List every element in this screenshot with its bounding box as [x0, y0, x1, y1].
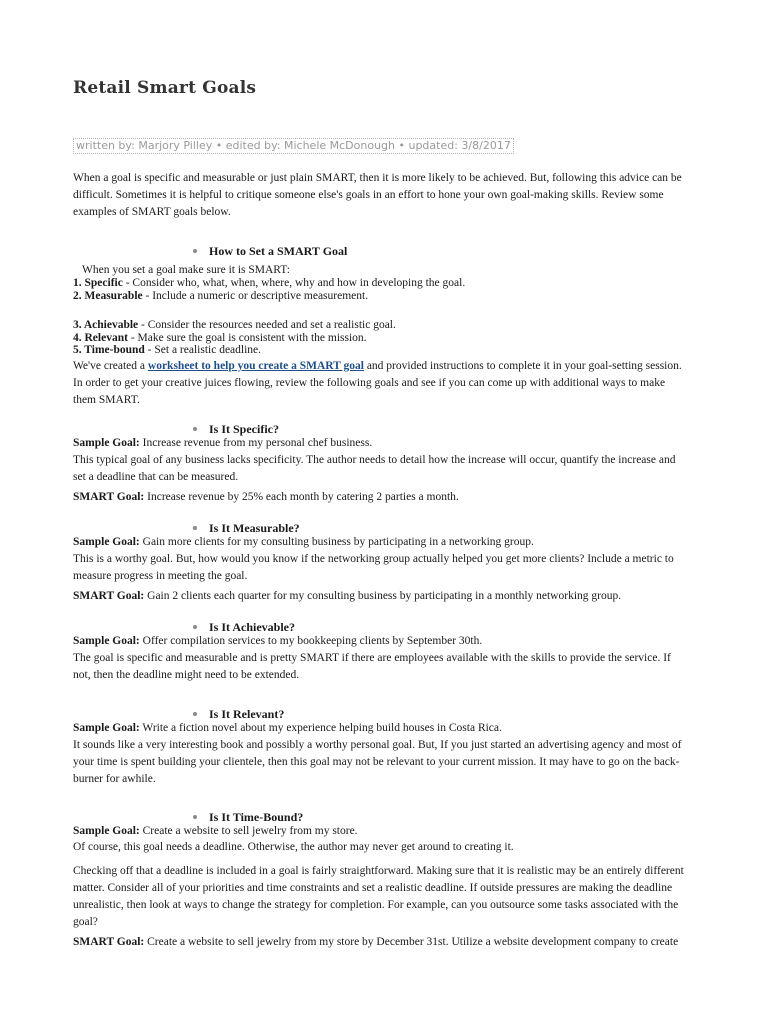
sample-goal	[73, 720, 685, 737]
smart-goal-text: Increase revenue by 25% each month by catering 2 parties a month.	[144, 491, 459, 503]
smart-item-term: 1. Specific	[73, 277, 123, 289]
sample-goal	[73, 823, 685, 840]
worksheet-text: and provided instructions to complete it in your goal-setting session. In order to get your creative juices flowing, review the following goals and see if you can come up with additional ways to make them SMART.	[73, 360, 682, 406]
bullet-icon	[193, 427, 197, 431]
sample-goal	[73, 633, 685, 650]
byline: written by: Marjory Pilley • edited by: Michele McDonough • updated: 3/8/2017	[73, 138, 514, 154]
worksheet-paragraph	[73, 358, 685, 409]
goal-comment: This is a worthy goal. But, how would you know if the networking group actually helped you get more clients? Include a metric to measure progress in meeting the goal.	[73, 553, 674, 582]
smart-item-desc: - Consider the resources needed and set a realistic goal.	[138, 319, 396, 331]
sample-goal-text: Write a fiction novel about my experience helping build houses in Costa Rica.	[139, 722, 502, 734]
section-heading-how-to	[193, 243, 347, 260]
goal-comment: The goal is specific and measurable and is pretty SMART if there are employees available with the skills to provide the service. If not, then the deadline might need to be extended.	[73, 652, 671, 681]
smart-item-desc: - Consider who, what, when, where, why and how in developing the goal.	[122, 277, 466, 289]
goal-comment: Of course, this goal needs a deadline. Otherwise, the author may never get around to creating it.	[73, 841, 514, 853]
smart-goal-text: Gain 2 clients each quarter for my consulting business by participating in a monthly networking group.	[144, 590, 622, 602]
sample-goal-label: Sample Goal:	[73, 437, 140, 449]
smart-item-desc: - Make sure the goal is consistent with the mission.	[127, 332, 367, 344]
smart-item-term: 4. Relevant	[73, 332, 128, 344]
goal-comment: This typical goal of any business lacks specificity. The author needs to detail how the increase will occur, quantify the increase and set a deadline that can be measured.	[73, 454, 676, 483]
smart-item-term: 5. Time-bound	[73, 344, 145, 356]
how-to-lead: When you set a goal make sure it is SMART:	[82, 264, 290, 276]
bullet-icon	[193, 526, 197, 530]
sample-goal-label: Sample Goal:	[73, 635, 140, 647]
worksheet-link[interactable]: worksheet to help you create a SMART goal	[147, 360, 364, 372]
smart-item-desc: - Include a numeric or descriptive measurement.	[142, 290, 369, 302]
smart-goal-label: SMART Goal:	[73, 590, 145, 602]
page-title: Retail Smart Goals	[73, 78, 257, 98]
sample-goal-label: Sample Goal:	[73, 825, 140, 837]
smart-item-term: 3. Achievable	[73, 319, 139, 331]
smart-goal-label: SMART Goal:	[73, 936, 145, 948]
bullet-icon	[193, 249, 197, 253]
bullet-icon	[193, 815, 197, 819]
sample-goal-text: Offer compilation services to my bookkeeping clients by September 30th.	[139, 635, 483, 647]
smart-goal-text: Create a website to sell jewelry from my store by December 31st. Utilize a website development company to create	[144, 936, 679, 948]
smart-goal-label: SMART Goal:	[73, 491, 145, 503]
smart-item-time-bound	[73, 342, 685, 359]
smart-goal	[73, 588, 685, 605]
worksheet-text: We've created a	[73, 360, 148, 372]
smart-item-desc: - Set a realistic deadline.	[144, 344, 262, 356]
section-heading-label: Is It Specific?	[209, 422, 279, 436]
sample-goal-label: Sample Goal:	[73, 722, 140, 734]
intro-paragraph: When a goal is specific and measurable or just plain SMART, then it is more likely to be achieved. But, following this advice can be difficult. Sometimes it is helpful to critique someone else's goals in an effort to hone your own goal-making skills. Review some examples of SMART goals below.	[73, 172, 682, 218]
smart-item-term: 2. Measurable	[73, 290, 143, 302]
goal-comment: It sounds like a very interesting book and possibly a worthy personal goal. But, If you just started an advertising agency and most of your time is spent building your clientele, then this goal may not be relevant to your current mission. It may have to go on the back-burner for awhile.	[73, 739, 682, 785]
bullet-icon	[193, 712, 197, 716]
sample-goal-text: Gain more clients for my consulting business by participating in a networking group.	[139, 536, 534, 548]
smart-item-measurable	[73, 288, 685, 305]
sample-goal	[73, 435, 685, 452]
sample-goal	[73, 534, 685, 551]
section-heading-label: How to Set a SMART Goal	[209, 244, 348, 258]
sample-goal-label: Sample Goal:	[73, 536, 140, 548]
smart-goal	[73, 934, 685, 951]
section-heading-label: Is It Achievable?	[209, 620, 296, 634]
sample-goal-text: Create a website to sell jewelry from my store.	[139, 825, 358, 837]
sample-goal-text: Increase revenue from my personal chef business.	[139, 437, 373, 449]
smart-goal	[73, 489, 685, 506]
deadline-paragraph: Checking off that a deadline is included in a goal is fairly straightforward. Making sure that it is realistic may be an entirely different matter. Consider all of your priorities and time constraints and set a realistic deadline. If outside pressures are making the deadline unrealistic, then look at ways to change the strategy for completion. For example, can you outsource some tasks associated with the goal?	[73, 865, 684, 928]
section-heading-label: Is It Relevant?	[209, 707, 285, 721]
bullet-icon	[193, 625, 197, 629]
section-heading-label: Is It Time-Bound?	[209, 810, 304, 824]
section-heading-label: Is It Measurable?	[209, 521, 300, 535]
